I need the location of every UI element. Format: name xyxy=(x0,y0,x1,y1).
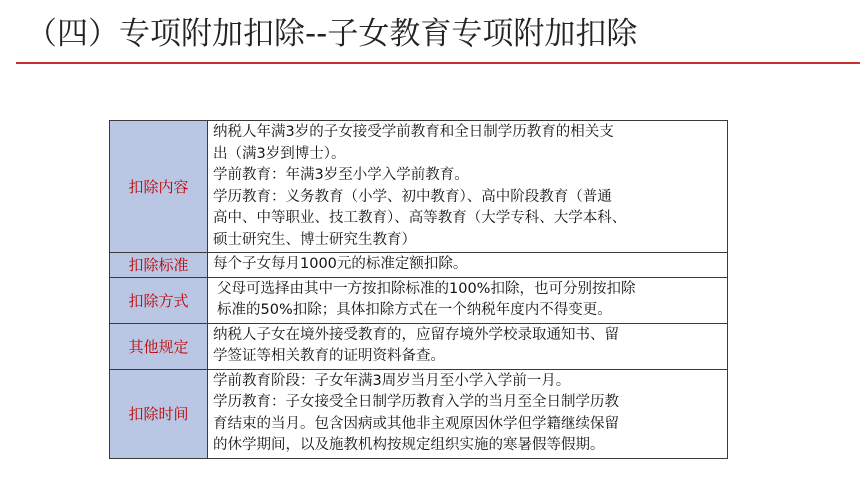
table-row-deduction-standard xyxy=(110,253,728,278)
table-row-deduction-period xyxy=(110,369,728,458)
row-content xyxy=(208,323,728,369)
row-content xyxy=(208,253,728,278)
content-line: 硕士研究生、博士研究生教育） xyxy=(213,231,416,248)
content-line: 学历教育：义务教育（小学、初中教育）、高中阶段教育（普通 xyxy=(213,188,612,205)
row-content xyxy=(208,277,728,323)
row-label: 扣除时间 xyxy=(110,369,208,458)
content-line: 高中、中等职业、技工教育）、高等教育（大学专科、大学本科、 xyxy=(213,210,627,226)
content-line: 纳税人子女在境外接受教育的，应留存境外学校录取通知书、留 xyxy=(213,326,619,343)
table-row-deduction-content xyxy=(110,121,728,253)
row-content xyxy=(208,369,728,458)
slide-title: （四）专项附加扣除--子女教育专项附加扣除 xyxy=(26,16,638,52)
content-line: 学前教育：年满3岁至小学入学前教育。 xyxy=(213,167,469,183)
content-line: 的休学期间，以及施教机构按规定组织实施的寒暑假等假期。 xyxy=(213,437,605,453)
table-row-other-rules xyxy=(110,323,728,369)
row-label: 扣除方式 xyxy=(110,277,208,323)
deduction-table xyxy=(109,120,728,459)
row-label: 扣除标准 xyxy=(110,253,208,278)
content-line: 每个子女每月1000元的标准定额扣除。 xyxy=(213,256,468,272)
row-content xyxy=(208,121,728,253)
row-label: 其他规定 xyxy=(110,323,208,369)
content-line: 学历教育：子女接受全日制学历教育入学的当月至全日制学历教 xyxy=(213,394,619,410)
content-line: 学前教育阶段：子女年满3周岁当月至小学入学前一月。 xyxy=(213,372,571,389)
content-line: 学签证等相关教育的证明资料备查。 xyxy=(213,348,445,364)
content-line: 纳税人年满3岁的子女接受学前教育和全日制学历教育的相关支 xyxy=(213,124,614,140)
content-line: 出（满3岁到博士）。 xyxy=(213,145,346,162)
content-line: 父母可选择由其中一方按扣除标准的100%扣除，也可分别按扣除 xyxy=(217,280,636,297)
table-row-deduction-method xyxy=(110,277,728,323)
row-label: 扣除内容 xyxy=(110,121,208,253)
content-line: 育结束的当月。包含因病或其他非主观原因休学但学籍继续保留 xyxy=(213,415,619,432)
title-underline xyxy=(16,62,860,64)
content-line: 标准的50%扣除；具体扣除方式在一个纳税年度内不得变更。 xyxy=(217,302,612,318)
